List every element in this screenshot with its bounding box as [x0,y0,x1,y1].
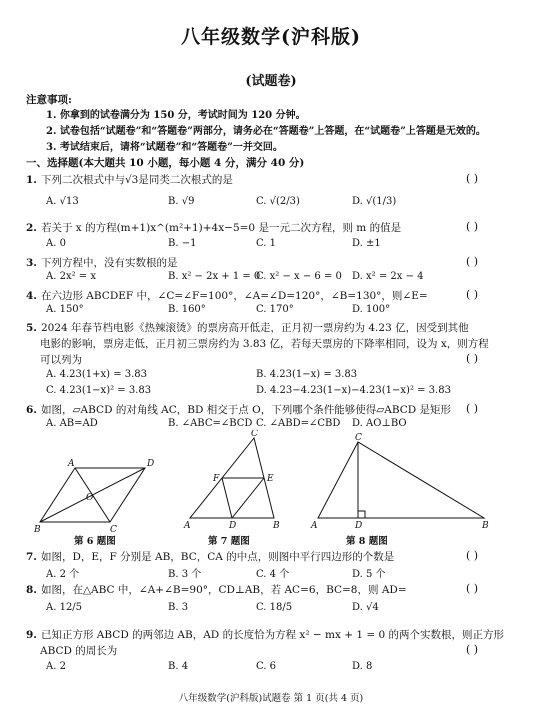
option-d: D. AO⊥BO [352,418,407,429]
page-subtitle: (试题卷) [245,74,297,89]
question-text: 如图，▱ABCD 的对角线 AC，BD 相交于点 O，下列哪个条件能够使得▱ABCD 是矩形 [40,404,452,416]
question-number: 1. [26,174,37,186]
question-4 [26,288,428,303]
fig7-label-a: A [184,521,191,531]
answer-paren: ( ) [466,288,479,301]
fig6-label-b: B [34,525,41,535]
option-b: B. ∠ABC=∠BCD [168,418,253,429]
question-text: 2024 年春节档电影《热辣滚烫》的票房高开低走，正月初一票房约为 4.23 亿，因受到其他 [40,322,469,334]
answer-paren: ( ) [466,643,479,656]
figure-8 [318,442,484,518]
question-number: 4. [26,290,37,302]
option-b: B. 3 个 [168,569,202,580]
figure-7-caption: 第 7 题图 [208,536,250,547]
notice-heading: 注意事项: [26,94,72,106]
option-d: D. 8 [352,661,373,672]
option-b: B. −1 [168,238,197,249]
answer-paren: ( ) [466,220,479,233]
question-text: 下列二次根式中与√3是同类二次根式的是 [40,174,233,186]
fig6-label-c: C [110,525,117,535]
fig8-label-a: A [311,521,318,531]
notice-item: 3. 考试结束后，请将“试题卷”和“答题卷”一并交回。 [46,142,283,153]
figures-row [30,430,520,542]
question-6 [26,402,451,417]
question-text: 下列方程中，没有实数根的是 [40,257,178,269]
answer-paren: ( ) [466,582,479,595]
figure-7 [190,438,274,518]
section-title: 一、选择题(本大题共 10 小题，每小题 4 分，满分 40 分) [26,157,305,169]
answer-paren: ( ) [466,352,479,365]
question-text: 如图，D，E，F 分别是 AB，BC，CA 的中点，则图中平行四边形的个数是 [40,551,395,563]
option-a: A. 12/5 [46,602,83,613]
option-a: A. 2 个 [46,569,80,580]
question-number: 7. [26,551,37,563]
option-c: C. 6 [256,661,277,672]
option-d: D. x² = 2x − 4 [352,271,424,282]
fig7-label-f: F [213,474,220,484]
option-c: C. 4 个 [256,569,290,580]
question-5 [26,320,469,335]
option-c: C. √(2/3) [256,196,300,207]
question-text-line: ABCD 的周长为 [40,645,118,657]
question-number: 5. [26,322,37,334]
figure-6-caption: 第 6 题图 [74,536,116,547]
fig6-label-a: A [68,459,75,469]
option-d: D. 100° [352,304,391,315]
answer-paren: ( ) [466,549,479,562]
option-c: C. 4.23(1−x)² = 3.83 [46,385,152,396]
option-c: C. 1 [256,238,277,249]
option-a: A. √13 [46,196,79,207]
triangle-abc [318,442,484,518]
option-a: A. 2 [46,661,66,672]
question-number: 3. [26,257,37,269]
option-b: B. √9 [168,196,195,207]
option-b: B. 3 [168,602,189,613]
question-number: 6. [26,404,37,416]
question-7 [26,549,394,564]
fig8-label-b: B [482,521,489,531]
option-d: D. ±1 [352,238,381,249]
question-9 [26,627,504,642]
option-b: B. 4 [168,661,189,672]
question-text-line: 可以列为 [40,354,82,366]
fig7-label-c: C [251,430,258,439]
question-8 [26,582,407,597]
fig8-label-c: C [355,433,362,443]
fig7-label-d: D [229,521,237,531]
option-c: C. ∠ABD=∠CBD [256,418,341,429]
option-b: B. 4.23(1−x) = 3.83 [256,369,358,380]
notice-item: 1. 你拿到的试卷满分为 150 分，考试时间为 120 分钟。 [46,110,306,121]
question-text: 若关于 x 的方程(m+1)x^(m²+1)+4x−5=0 是一元二次方程，则 m 的值是 [40,222,402,234]
question-number: 2. [26,222,37,234]
question-text: 在六边形 ABCDEF 中，∠C=∠F=100°，∠A=∠D=120°，∠B=130°，则∠E= [40,290,428,302]
question-number: 8. [26,584,37,596]
option-a: A. 2x² = x [46,271,96,282]
option-c: C. x² − x − 6 = 0 [256,271,342,282]
page-title: 八年级数学(沪科版) [181,26,361,48]
segment-ed [232,478,264,518]
fig8-label-d: D [355,521,363,531]
answer-paren: ( ) [466,172,479,185]
option-d: D. 4.23−4.23(1−x)−4.23(1−x)² = 3.83 [256,385,451,396]
fig7-label-e: E [267,474,274,484]
option-c: C. 170° [256,304,294,315]
option-a: A. 0 [46,238,66,249]
fig7-label-b: B [273,521,280,531]
option-a: A. AB=AD [46,418,98,429]
fig6-label-o: O [86,493,94,503]
question-1 [26,172,233,187]
option-a: A. 150° [46,304,84,315]
page-footer: 八年级数学(沪科版)试题卷 第 1 页(共 4 页) [178,693,364,704]
option-b: B. 160° [168,304,206,315]
option-d: D. 5 个 [352,569,386,580]
figure-8-caption: 第 8 题图 [346,536,388,547]
question-2 [26,220,401,235]
question-text: 已知正方形 ABCD 的两邻边 AB，AD 的长度恰为方程 x² − mx + 1 = 0 的两个实数根，则正方形 [40,629,505,641]
notice-item: 2. 试卷包括“试题卷”和“答题卷”两部分，请务必在“答题卷”上答题，在“试题卷”上答题是无效的。 [46,126,486,137]
fig6-label-d: D [147,459,155,469]
option-a: A. 4.23(1+x) = 3.83 [46,369,148,380]
question-3 [26,255,177,270]
option-c: C. 18/5 [256,602,293,613]
question-text: 如图，在△ABC 中，∠A+∠B=90°，CD⊥AB，若 AC=6，BC=8，则 AD= [40,584,407,596]
answer-paren: ( ) [466,402,479,415]
option-d: D. √(1/3) [352,196,397,207]
option-d: D. √4 [352,602,379,613]
answer-paren: ( ) [466,255,479,268]
right-angle-mark [358,511,365,518]
option-b: B. x² − 2x + 1 = 0 [168,271,261,282]
question-text-line: 电影的影响，票房走低，正月初三票房约为 3.83 亿，若每天票房的下降率相同，设为 x，则方程 [40,338,489,350]
segment-fd [222,478,232,518]
question-number: 9. [26,629,37,641]
